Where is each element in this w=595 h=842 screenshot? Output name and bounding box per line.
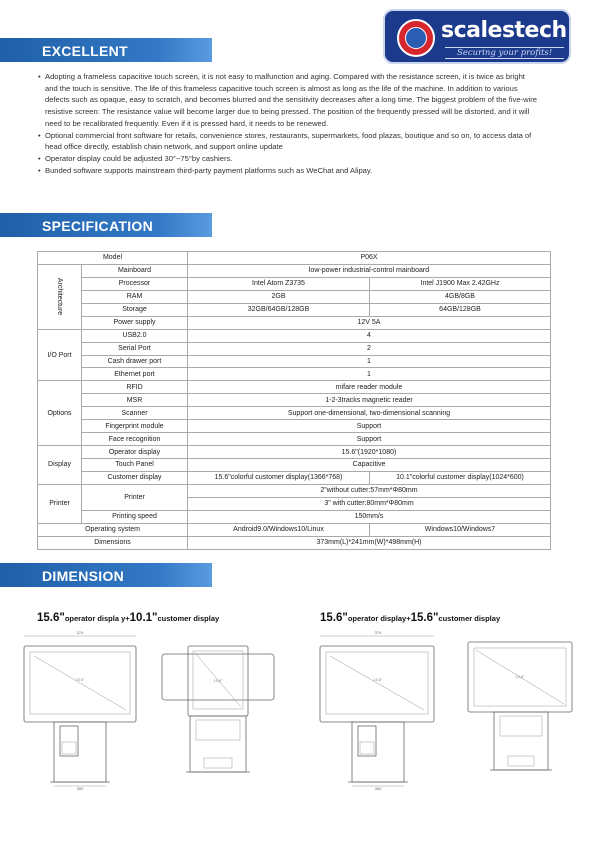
dim-diag-label: 15.6"	[515, 674, 525, 679]
row-value: low-power industrial-control mainboard	[188, 264, 551, 277]
table-row	[38, 368, 551, 381]
drawing-right-front	[312, 630, 452, 790]
table-row	[38, 471, 551, 484]
table-row	[38, 355, 551, 368]
row-value: 4	[188, 329, 551, 342]
table-row	[38, 510, 551, 523]
row-label: Face recognition	[82, 433, 188, 446]
row-value: Support	[188, 433, 551, 446]
feature-item: • Adopting a frameless capacitive touch screen, it is not easy to malfunction and aging. Compared with the resistance screen, it is twice as bright and the touch is sensitive. The life of this frameless capacitive touch screen is almost as long as the life of the machine. In addition to various defects such as opaque, easy to scratch, and becomes blurred and the sensitivity decreases after a long time. The biggest problem of the five-wire resistive screen: The resistance value will become larger due to being pressed. The position of the frequently pressed will be distorted, and it will need to be recalibrated frequently. Even if it is pressed hard, it needs to be renewed.	[38, 71, 538, 130]
table-row	[38, 329, 551, 342]
row-value: 2	[188, 342, 551, 355]
row-label: Printer	[82, 484, 188, 510]
row-label: Printing speed	[82, 510, 188, 523]
row-value: 15.6"colorful customer display(1366*768)	[188, 471, 370, 484]
row-value: 373mm(L)*241mm(W)*498mm(H)	[188, 536, 551, 549]
table-row	[38, 342, 551, 355]
row-label: Serial Port	[82, 342, 188, 355]
logo-emblem-inner	[405, 27, 427, 49]
row-value: 2GB	[188, 290, 370, 303]
drawing-left-rear	[160, 640, 280, 780]
table-row	[38, 420, 551, 433]
row-value: 3" with cutter:80mm*Φ80mm	[188, 497, 551, 510]
logo-slogan: Securing your profits!	[445, 47, 564, 59]
feature-item: • Optional commercial front software for retails, convenience stores, restaurants, supermarkets, food plazas, boutique and so on, to access data of head office directly, establish chain network, and support online update	[38, 130, 538, 153]
row-value: Android9.0/Windows10/Linux	[188, 523, 370, 536]
row-label: Power supply	[82, 316, 188, 329]
row-value: 10.1"colorful customer display(1024*600)	[370, 471, 551, 484]
spec-table	[37, 251, 551, 550]
row-label: Scanner	[82, 407, 188, 420]
dimension-banner	[0, 563, 212, 587]
logo-emblem	[397, 19, 435, 57]
group-printer: Printer	[38, 484, 82, 523]
group-architecture	[38, 264, 82, 329]
dim-bottom-label: 300	[374, 786, 382, 790]
group-label: Architecture	[55, 278, 63, 316]
dimension-caption-right: 15.6"operator display+15.6"customer display	[320, 612, 501, 624]
dimension-title: DIMENSION	[42, 568, 125, 584]
row-label: RAM	[82, 290, 188, 303]
table-row	[38, 459, 551, 472]
row-value: 2"without cutter:57mm*Φ80mm	[188, 484, 551, 497]
dim-diag-label: 15.6"	[373, 677, 383, 682]
row-label: MSR	[82, 394, 188, 407]
table-row	[38, 277, 551, 290]
features-list	[38, 71, 538, 176]
table-row	[38, 264, 551, 277]
drawing-right-rear	[462, 632, 582, 782]
dim-diag-label: 15.6"	[75, 677, 85, 682]
row-value: 4GB/8GB	[370, 290, 551, 303]
group-display: Display	[38, 446, 82, 485]
row-value: 1	[188, 355, 551, 368]
dim-diag-label: 15.6"	[213, 678, 223, 683]
table-row	[38, 536, 551, 549]
row-label: Processor	[82, 277, 188, 290]
row-label: Dimensions	[38, 536, 188, 549]
row-value: Windows10/Windows7	[370, 523, 551, 536]
table-row	[38, 433, 551, 446]
group-io: I/O Port	[38, 329, 82, 381]
table-row	[38, 316, 551, 329]
table-row	[38, 407, 551, 420]
group-options: Options	[38, 381, 82, 446]
logo-name: scalestech	[441, 18, 567, 43]
functions-title: EXCELLENT FUNCTIONS	[42, 43, 128, 75]
row-value: 12V 5A	[188, 316, 551, 329]
dim-width-label: 374	[76, 630, 84, 635]
table-row	[38, 484, 551, 497]
feature-item: • Operator display could be adjusted 30°~75°by cashiers.	[38, 153, 538, 165]
dimension-caption-left: 15.6"operator displa y+10.1"customer display	[37, 612, 220, 624]
functions-banner	[0, 38, 212, 75]
model-value: P06X	[188, 252, 551, 265]
row-label: Cash drawer port	[82, 355, 188, 368]
row-label: Fingerprint module	[82, 420, 188, 433]
model-label: Model	[38, 252, 188, 265]
row-value: mifare reader module	[188, 381, 551, 394]
row-value: Support	[188, 420, 551, 433]
row-value: 15.6"(1920*1080)	[188, 446, 551, 459]
table-row	[38, 523, 551, 536]
row-value: Support one-dimensional, two-dimensional scanning	[188, 407, 551, 420]
row-value: Intel J1900 Max 2.42GHz	[370, 277, 551, 290]
row-value: Capacitive	[188, 459, 551, 472]
row-value: 150mm/s	[188, 510, 551, 523]
row-value: 1	[188, 368, 551, 381]
drawing-left-front	[20, 630, 160, 790]
dim-width-label: 374	[374, 630, 382, 635]
row-label: Customer display	[82, 471, 188, 484]
row-label: Storage	[82, 303, 188, 316]
row-label: Touch Panel	[82, 459, 188, 472]
brand-logo	[383, 9, 571, 64]
row-value: 1-2-3tracks magnetic reader	[188, 394, 551, 407]
table-row	[38, 303, 551, 316]
row-value: 64GB/128GB	[370, 303, 551, 316]
spec-title: SPECIFICATION	[42, 218, 153, 234]
row-label: Operating system	[38, 523, 188, 536]
dim-bottom-label: 300	[76, 786, 84, 790]
row-value: 32GB/64GB/128GB	[188, 303, 370, 316]
row-label: USB2.0	[82, 329, 188, 342]
feature-item: • Bunded software supports mainstream third-party payment platforms such as WeChat and Alipay.	[38, 165, 538, 177]
row-label: Operator display	[82, 446, 188, 459]
row-label: Ethernet port	[82, 368, 188, 381]
table-row	[38, 446, 551, 459]
table-row	[38, 394, 551, 407]
row-label: Mainboard	[82, 264, 188, 277]
table-row	[38, 252, 551, 265]
table-row	[38, 381, 551, 394]
spec-banner	[0, 213, 212, 237]
row-value: Intel Atom Z3735	[188, 277, 370, 290]
table-row	[38, 290, 551, 303]
row-label: RFID	[82, 381, 188, 394]
